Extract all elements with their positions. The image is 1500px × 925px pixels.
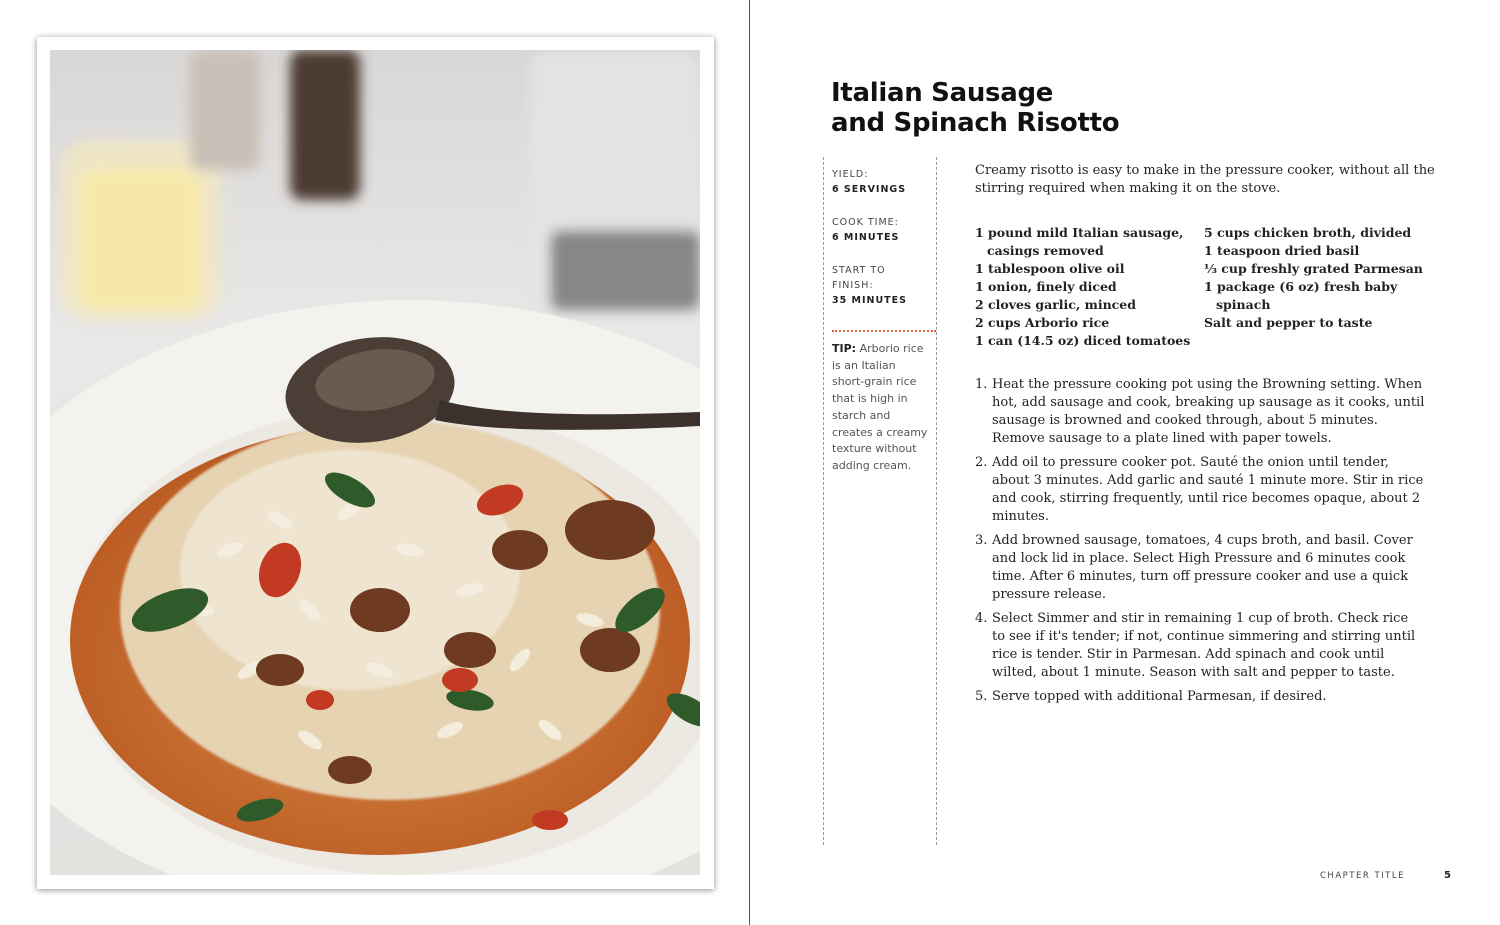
start-to-finish-block: [832, 263, 930, 308]
ingredient-item: 1 teaspoon dried basil: [1204, 243, 1360, 258]
footer-chapter-title: CHAPTER TITLE: [1320, 871, 1405, 881]
step-item: [975, 532, 1425, 604]
ingredient-item: 2 cloves garlic, minced: [975, 297, 1136, 312]
ingredients-column-1: [975, 224, 1193, 350]
instruction-steps: [975, 376, 1425, 712]
ingredient-item: 1 pound mild Italian sausage, casings removed: [975, 225, 1184, 258]
title-line-2: and Spinach Risotto: [831, 108, 1120, 138]
cook-time-label: COOK TIME:: [832, 217, 899, 228]
cook-time-value: 6 MINUTES: [832, 232, 900, 243]
step-item: [975, 610, 1425, 682]
ingredient-item: 5 cups chicken broth, divided: [1204, 225, 1412, 240]
yield-block: [832, 167, 930, 197]
yield-value: 6 SERVINGS: [832, 184, 907, 195]
ingredient-item: 1 tablespoon olive oil: [975, 261, 1125, 276]
step-text: Select Simmer and stir in remaining 1 cup of broth. Check rice to see if it's tender; if not, continue simmering and stirring until rice is tender. Stir in Parmesan. Add spinach and cook until wilted, about 1 minute. Season with salt and pepper to taste.: [992, 611, 1416, 680]
step-number: 3.: [975, 533, 988, 548]
ingredient-item: 1 onion, finely diced: [975, 279, 1117, 294]
start-to-finish-label: START TO FINISH:: [832, 265, 886, 291]
ingredient-item: 1 can (14.5 oz) diced tomatoes: [975, 333, 1191, 348]
title-line-1: Italian Sausage: [831, 78, 1054, 108]
risotto-photo: [50, 50, 700, 875]
tip-label: TIP:: [832, 342, 857, 355]
recipe-sidebar: [823, 157, 937, 845]
recipe-intro: Creamy risotto is easy to make in the pressure cooker, without all the stirring required when making it on the stove.: [975, 163, 1435, 196]
step-text: Heat the pressure cooking pot using the Browning setting. When hot, add sausage and cook, breaking up sausage as it cooks, until sausage is browned and cooked through, about 5 minutes. Remove sausage to a plate lined with paper towels.: [992, 377, 1425, 446]
ingredient-item: ⅓ cup freshly grated Parmesan: [1204, 261, 1423, 276]
step-item: [975, 688, 1425, 706]
yield-label: YIELD:: [832, 169, 869, 180]
step-item: [975, 376, 1425, 448]
step-number: 2.: [975, 455, 988, 470]
ingredient-item: 2 cups Arborio rice: [975, 315, 1110, 330]
step-text: Serve topped with additional Parmesan, if desired.: [992, 689, 1327, 704]
start-to-finish-value: 35 MINUTES: [832, 295, 907, 306]
tip-text: Arborio rice is an Italian short-grain rice that is high in starch and creates a creamy texture without adding cream.: [832, 342, 928, 472]
tip-divider: [832, 330, 936, 332]
ingredients-column-2: [1204, 224, 1444, 332]
step-number: 4.: [975, 611, 988, 626]
step-text: Add oil to pressure cooker pot. Sauté the onion until tender, about 3 minutes. Add garlic and sauté 1 minute more. Stir in rice and cook, stirring frequently, until rice becomes opaque, about 2 minutes.: [992, 455, 1424, 524]
step-item: [975, 454, 1425, 526]
cook-time-block: [832, 215, 930, 245]
recipe-title: [831, 78, 1119, 138]
step-text: Add browned sausage, tomatoes, 4 cups broth, and basil. Cover and lock lid in place. Select High Pressure and 6 minutes cook time. After 6 minutes, turn off pressure cooker and use a quick pressure release.: [992, 533, 1413, 602]
ingredient-item: 1 package (6 oz) fresh baby spinach: [1204, 279, 1398, 312]
right-page: [751, 0, 1500, 925]
step-number: 5.: [975, 689, 988, 704]
step-number: 1.: [975, 377, 988, 392]
page-number: 5: [1444, 870, 1451, 881]
tip-block: [832, 341, 930, 475]
ingredient-item: Salt and pepper to taste: [1204, 315, 1373, 330]
